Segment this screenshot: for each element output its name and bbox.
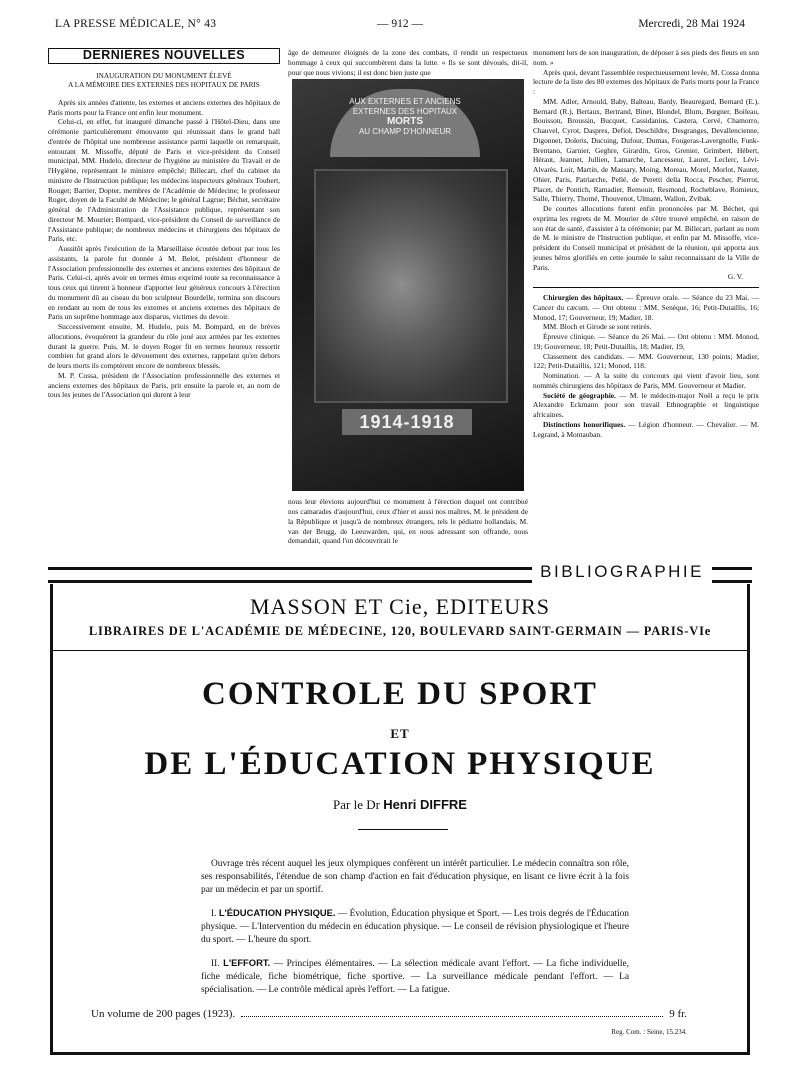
plaque-line: AUX EXTERNES ET ANCIENS: [349, 97, 461, 107]
notice-title: Chirurgien des hôpitaux.: [543, 293, 624, 302]
notice-text: — Épreuve orale. — Séance du 23 Mai. — Cancer du cæcum. — Ont obtenu : MM. Senèque, 16; Petit-Dutaillis, 16; Monod, 17; Gouverneur, 19; Madier, 18.: [533, 293, 759, 322]
author-name: Henri DIFFRE: [383, 797, 467, 812]
news-heading: DERNIÈRES NOUVELLES: [48, 48, 280, 64]
page-header: [55, 18, 745, 34]
subtitle-line-1: INAUGURATION DU MONUMENT ÉLEVÉ: [96, 71, 232, 80]
paragraph: Celui-ci, en effet, fut inauguré dimanche passé à l'Hôtel-Dieu, dans une cérémonie particulièrement émouvante qui réunissait dans le grand hall d'entrée de l'hôpital une nombreuse assistance parmi laquelle on remarquait, entourant M. Missoffe, député de Paris et vice-président du Conseil municipal, MM. Hudelo, directeur de l'hygiène au ministère du Travail et de l'Hygiène, représentant le ministre empêché; Billecart, chef du cabinet du ministre de l'Instruction publique; les médecins inspecteurs généraux Toubert, Rouget; Barrier, Dopter, membres de l'Académie de Médecine; le professeur Roger, doyen de la Faculté de Médecine; le général Lagrue; Béchet, secrétaire général de l'Administration de l'Assistance publique, représentant son directeur M. Mourier; Bompard, vice-président du Conseil de surveillance de l'Assistance publique; de nombreux médecins et chirurgiens des hôpitaux de Paris, etc.: [48, 117, 280, 244]
intro-paragraph: Ouvrage très récent auquel les jeux olympiques confèrent un intérêt particulier. Le médecin connaîtra son rôle, ses responsabilités, l'étendue de son champ d'action en fait d'éducation physique, en lisant ce livre écrit à la fois par un médecin et par un sportif.: [201, 859, 629, 895]
book-title-conjunction: ET: [390, 726, 410, 741]
paragraph: monument lors de son inauguration, de déposer à ses pieds des fleurs en son nom. »: [533, 48, 759, 67]
plaque-line: MORTS: [386, 116, 424, 128]
part-number: II.: [211, 959, 220, 969]
notice-chirurgien: [533, 293, 759, 322]
bibliographie-band: [48, 560, 752, 586]
divider: [533, 287, 759, 288]
issue-date: Mercredi, 28 Mai 1924: [638, 18, 745, 30]
paragraph: Après quoi, devant l'assemblée respectueusement levée, M. Cossa donna lecture de la liste des 80 externes des hôpitaux de Paris morts pour la France :: [533, 67, 759, 96]
page-number: — 912 —: [377, 18, 423, 30]
paragraph: Après six années d'attente, les externes et anciens externes des hôpitaux de Paris morts pour la France ont enfin leur monument.: [48, 97, 280, 117]
paragraph: M. P. Cossa, président de l'Association professionnelle des externes et anciens externes des hôpitaux de Paris, prit ensuite la parole et, au nom de tous les jeunes de l'Association qui durent à leur: [48, 370, 280, 400]
volume-info: Un volume de 200 pages (1923).: [91, 1008, 236, 1020]
plaque-dates: 1914-1918: [342, 409, 472, 435]
notice-text: — Légion d'honneur. — Chevalier. — M. Legrand, à Montauban.: [533, 419, 759, 439]
notice-distinctions: [533, 420, 759, 440]
plaque-line: AU CHAMP D'HONNEUR: [358, 127, 452, 137]
notice-geographie: [533, 391, 759, 420]
article-subtitle: [48, 72, 280, 90]
price: 9 fr.: [669, 1008, 687, 1020]
notice-text: Épreuve clinique. — Séance du 26 Mai. — Ont obtenu : MM. Monod, 19; Gouverneur, 18; Petit-Dutaillis, 18; Madier, 19,: [533, 332, 759, 351]
news-column-2: [288, 48, 528, 546]
paragraph: nous leur élevions aujourd'hui ce monument à l'érection duquel ont contribué nos camarades d'aujourd'hui, ceux d'hier et aussi nos maîtres, M. le président de la République et jusqu'à de nombreux étrangers, tels le pédiatre hollandais, M. van der Brugg, de Leeuwarden, qui, en nous adressant son offrande, nous demandait, quand l'on découvrirait le: [288, 497, 528, 546]
publisher-address: LIBRAIRES DE L'ACADÉMIE DE MÉDECINE, 120, BOULEVARD SAINT-GERMAIN — PARIS-VIe: [88, 624, 712, 638]
notice-title: Société de géographie.: [543, 390, 616, 400]
notice-text: Nomination. — A la suite du concours qui vient d'avoir lieu, sont nommés chirurgiens des hôpitaux de Paris, MM. Gouverneur et Madier.: [533, 371, 759, 390]
book-title-line-2: DE L'ÉDUCATION PHYSIQUE: [144, 746, 656, 782]
paragraph: Successivement ensuite, M. Hudelo, puis M. Bompard, en de brèves allocutions, évoquèrent la grandeur du rôle joué aux armées par les externes durant la guerre. Puis, M. le doyen Roger fit en termes heureux ressortir combien fut grand alors le dévouement des externes, rappelant qu'en dehors de leurs morts ils comptèrent encore de nombreux blessés.: [48, 322, 280, 370]
part-heading: L'ÉDUCATION PHYSIQUE.: [218, 907, 336, 918]
book-advertisement: [50, 584, 750, 1055]
monument-photo: [292, 79, 524, 491]
author-prefix: Par le Dr: [333, 797, 380, 812]
notice-text: MM. Bloch et Girode se sont retirés.: [543, 322, 652, 332]
news-column-3: [533, 48, 759, 546]
registration: Reg. Com. : Seine, 15.234.: [611, 1028, 687, 1036]
signature: G. V.: [727, 272, 743, 282]
paragraph: De courtes allocutions furent enfin prononcées par M. Béchet, qui exprima les regrets de M. Mourier de s'être trouvé empêché, en raison de son état de santé, d'assister à la cérémonie; par M. Billecart, parlant au nom de M. le ministre de l'Instruction publique, et enfin par M. Missoffe, vice-président du Conseil municipal et président de la réunion, qui apporta aux jeunes héros glorifiés en cette journée le salut reconnaissant de la Ville de Paris.: [533, 204, 759, 272]
notice-text: Classement des candidats. — MM. Gouverneur, 130 points; Madier, 122; Petit-Dutaillis, 121; Monod, 118.: [533, 351, 759, 371]
notice-title: Distinctions honorifiques.: [543, 419, 626, 429]
price-line: [91, 1008, 687, 1020]
part-text: — Principes élémentaires. — La sélection médicale avant l'effort. — La fiche individuelle, fiche médicale, fiche biométrique, fiche sportive. — La surveillance médicale pendant l'effort. — La spécialisation. — Le contrôle médical après l'effort. — La fatigue.: [201, 959, 630, 995]
publisher-name: MASSON ET Cie, EDITEURS: [249, 594, 551, 619]
names-list: MM. Adler, Arnould, Baby, Balteau, Bardy, Beauregard, Bernard (E.), Bernard (R.), Bertaux, Bertrand, Binet, Blondel, Blum, Bœgner, Boileau, Bouisson, Broussin, Bucquet, Cassidanius, Castera, Cervé, Chamorro, Chauvel, Cyrot, Daspres, Defiol, Deschildre, Desgranges, Devallencienne, Digonnet, Doleris, Ducuing, Dufour, Dumas, Fougeras-Lavergnolle, Funk-Brentano, Garnier, Geghre, Girardin, Gros, Grenier, Grimbert, Hébert, Héraut, Jeannet, Jullien, Lamarche, Lancesseur, Lauret, Leclerc, Lévi-Alvarès, Loir, Martin, de Massary, Moing, Moreau, Morel, Morlot, Nautet, Ohier, Paris, Patriarche, Pellé, de Peretti della Rocca, Pescher, Pierrot, Placet, de Pontich, Ramadier, Remouit, Resmond, Rocheblave, Romieux, Salle, Thierry, Thomé, Thouvenot, Ulmann, Wallon, Zvibak.: [533, 96, 759, 204]
plaque-inscription: [332, 97, 478, 137]
book-description: [201, 858, 629, 1006]
subtitle-line-2: A LA MÉMOIRE DES EXTERNES DES HOPITAUX DE PARIS: [68, 80, 260, 89]
notice-text: — M. le médecin-major Noël a reçu le prix Alexandre Eckmann pour son travail Ethnographie et linguistique africaines.: [533, 390, 759, 419]
dot-leader: [241, 1016, 663, 1017]
journal-title: LA PRESSE MÉDICALE, N° 43: [55, 18, 217, 30]
book-title-line-1: CONTROLE DU SPORT: [202, 676, 598, 712]
paragraph: Aussitôt après l'exécution de la Marseillaise écoutée debout par tous les assistants, la parole fut donnée à M. Belot, président d'honneur de l'Association professionnelle des externes et anciens externes des hôpitaux de Paris. Celui-ci, après avoir en termes émus exprimé toute sa reconnaissance à tous ceux qui tinrent à honneur d'apporter leur généreux concours à l'érection du monument dû au ciseau du bon sculpteur Bourdelle, termina son discours en rendant au nom de tous les externes et anciens externes des hôpitaux de Paris un suprême hommage aux disparus, victimes du devoir.: [48, 244, 280, 322]
part-2: [201, 956, 629, 997]
part-text: — Évolution, Éducation physique et Sport. — Les trois degrés de l'Éducation physique. — L'Intervention du médecin en éducation physique. — Le conseil de révision physiologique et l'heure du sport. — L'heure du sport.: [201, 909, 629, 945]
short-divider: [358, 829, 448, 830]
part-1: [201, 906, 629, 947]
part-heading: L'EFFORT.: [223, 957, 271, 968]
part-number: I.: [211, 909, 217, 919]
bibliographie-label: BIBLIOGRAPHIE: [532, 560, 712, 584]
bas-relief: [314, 169, 508, 403]
plaque-line: EXTERNES DES HOPITAUX: [352, 107, 458, 117]
paragraph: âge de demeurer éloignés de la zone des combats, il rendit un respectueux hommage à ceux qui succombèrent dans la lutte. « Ils se sont dévoués, dit-il, pour que nous vivions; il est donc bien juste que: [288, 48, 528, 77]
divider: [53, 650, 747, 651]
news-column-1: [48, 48, 280, 546]
book-author: [53, 797, 747, 813]
